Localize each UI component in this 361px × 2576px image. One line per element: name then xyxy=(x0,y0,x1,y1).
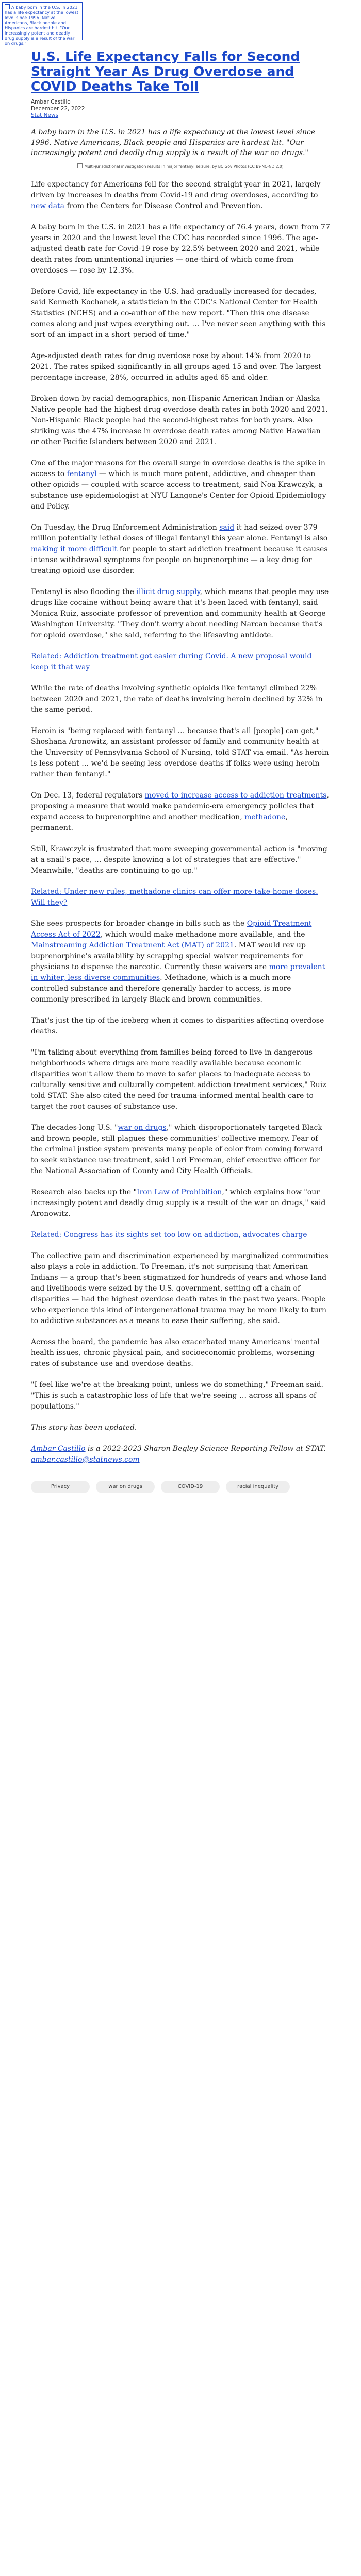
tag-covid-19[interactable]: COVID-19 xyxy=(161,1481,220,1493)
paragraph: While the rate of deaths involving synthetic opioids like fentanyl climbed 22% between 2020 and 2021, the rate of deaths involving heroin declined by 32% in the same period. xyxy=(31,684,323,714)
paragraph: Fentanyl is also flooding the illicit drug supply, which means that people may use drugs like cocaine without being aware that it's been laced with fentanyl, said Monica Ruiz, associate professor of prevention and community health at George Washington University. "They don't worry about needing Narcan because that's for opioid overdose," she said, referring to the lifesaving antidote. xyxy=(31,588,329,639)
illicit-drug-supply-link[interactable]: illicit drug supply xyxy=(136,588,200,596)
author-credit-link[interactable]: Ambar Castillo xyxy=(31,1445,86,1453)
paragraph: A baby born in the U.S. in 2021 has a life expectancy of 76.4 years, down from 77 years in 2020 and the lowest level the CDC has recorded since 1996. The age-adjusted death rate for Covid-19 rose by 22.5% between 2020 and 2021, while death rates from unintentional injuries — one-third of which come from overdoses — rose by 12.3%. xyxy=(31,223,330,275)
paragraph: Broken down by racial demographics, non-Hispanic American Indian or Alaska Native people had the highest drug overdose death rates in both 2020 and 2021. Non-Hispanic Black people had the second-highest rates for both years. Also striking was the 47% increase in overdose death rates among Native Hawaiian or other Pacific Islanders between 2020 and 2021. xyxy=(31,395,328,446)
source-link[interactable]: Stat News xyxy=(31,112,59,118)
publish-date: December 22, 2022 xyxy=(31,106,85,112)
paragraph: She sees prospects for broader change in bills such as the Opioid Treatment Access Act of 2022, which would make methadone more available, and the Mainstreaming Addiction Treatment Act (MAT) of 2021. MAT would rev up buprenorphine's availability by scrapping special waiver requirements for physicians to dispense the narcotic. Currently these waivers are more prevalent in whiter, less diverse communities. Methadone, which is a much more controlled substance and therefore generally harder to access, is more commonly prescribed in largely Black and brown communities. xyxy=(31,920,325,1004)
fentanyl-link[interactable]: fentanyl xyxy=(67,470,97,478)
paragraph: Research also backs up the "Iron Law of Prohibition," which explains how "our increasingly potent and deadly drug supply is a result of the war on drugs," said Aronowitz. xyxy=(31,1188,326,1218)
paragraph: On Dec. 13, federal regulators moved to increase access to addiction treatments, proposing a measure that would make pandemic-era emergency policies that expand access to buprenorphine and another medication, methadone, permanent. xyxy=(31,791,329,832)
author-name: Ambar Castillo xyxy=(31,99,71,105)
paragraph: Life expectancy for Americans fell for the second straight year in 2021, largely driven by increases in deaths from Covid-19 and drug overdoses, according to new data from the Centers for Disease Control and Prevention. xyxy=(31,180,321,210)
related-link-3[interactable]: Related: Congress has its sights set too low on addiction, advocates charge xyxy=(31,1231,307,1239)
related-link-2[interactable]: Related: Under new rules, methadone clinics can offer more take-home doses. Will they? xyxy=(31,888,318,907)
paragraph: Across the board, the pandemic has also exacerbated many Americans' mental health issues, chronic physical pain, and socioeconomic problems, worsening rates of substance use and overdose deaths. xyxy=(31,1338,320,1368)
access-treatment-link[interactable]: moved to increase access to addiction treatments xyxy=(144,791,327,800)
paragraph: Before Covid, life expectancy in the U.S. had gradually increased for decades, said Kenneth Kochanek, a statistician in the CDC's National Center for Health Statistics (NCHS) and a co-author of the new report. "Then this one disease comes along and just wipes everything out. … I've never seen anything with this sort of an impact in a short period of time." xyxy=(31,287,326,339)
more-difficult-link[interactable]: making it more difficult xyxy=(31,545,118,553)
byline xyxy=(31,99,330,119)
broken-image-icon xyxy=(5,4,10,9)
whiter-communities-link[interactable]: more prevalent in whiter, less diverse communities xyxy=(31,963,325,982)
article-deck: A baby born in the U.S. in 2021 has a life expectancy at the lowest level since 1996. Native Americans, Black people and Hispanics are hardest hit. "Our increasingly potent and deadly drug supply is a result of the war on drugs." xyxy=(31,128,316,157)
paragraph: Heroin is "being replaced with fentanyl … because that's all [people] can get," Shoshana Aronowitz, an assistant professor of family and community health at the University of Pennsylvania School of Nursing, told STAT via email. "As heroin is less potent … we'd be seeing less overdose deaths if folks were using heroin rather than fentanyl." xyxy=(31,727,329,778)
top-image-alt: A baby born in the U.S. in 2021 has a life expectancy at the lowest level since 1996. Native Americans, Black people and Hispanics are hardest hit. "Our increasingly potent and deadly drug supply is a result of the war on drugs." xyxy=(5,5,78,46)
tag-racial-inequality[interactable]: racial inequality xyxy=(226,1481,290,1493)
tag-privacy[interactable]: Privacy xyxy=(31,1481,90,1493)
otaa-link[interactable]: Opioid Treatment Access Act of 2022 xyxy=(31,920,312,939)
article xyxy=(31,49,330,1493)
paragraph: Age-adjusted death rates for drug overdose rose by about 14% from 2020 to 2021. The rates spiked significantly in all groups aged 15 and over. The largest percentage increase, 28%, occurred in adults aged 65 and older. xyxy=(31,352,321,382)
methadone-link[interactable]: methadone xyxy=(244,813,286,821)
figure-caption: Multi-jurisdictional investigation results in major fentanyl seizure. by BC Gov Photos (CC BY-NC-ND 2.0) xyxy=(84,164,284,169)
war-on-drugs-link[interactable]: war on drugs xyxy=(118,1124,167,1132)
tag-war-on-drugs[interactable]: war on drugs xyxy=(96,1481,155,1493)
paragraph: One of the major reasons for the overall surge in overdose deaths is the spike in access to fentanyl — which is much more potent, addictive, and cheaper than other opioids — coupled with scarce access to treatment, said Noa Krawczyk, a substance use epidemiologist at NYU Langone's Center for Opioid Epidemiology and Policy. xyxy=(31,459,326,511)
cdc-data-link[interactable]: new data xyxy=(31,202,65,210)
dea-said-link[interactable]: said xyxy=(219,523,235,532)
top-image-link[interactable] xyxy=(2,2,83,46)
author-email-link[interactable]: ambar.castillo@statnews.com xyxy=(31,1455,140,1464)
figure xyxy=(31,163,330,169)
paragraph: On Tuesday, the Drug Enforcement Administration said it had seized over 379 million potentially lethal doses of illegal fentanyl this year alone. Fentanyl is also making it more difficult for people to start addiction treatment because it causes intense withdrawal symptoms for people on buprenorphine — a key drug for treating opioid use disorder. xyxy=(31,523,328,575)
article-title[interactable]: U.S. Life Expectancy Falls for Second Straight Year As Drug Overdose and COVID Deaths Take Toll xyxy=(31,49,300,94)
paragraph: Still, Krawczyk is frustrated that more sweeping governmental action is "moving at a snail's pace, … despite knowing a lot of strategies that are effective." Meanwhile, "deaths are continuing to go up." xyxy=(31,845,327,875)
paragraph: The decades-long U.S. "war on drugs," which disproportionately targeted Black and brown people, still plagues these communities' collective memory. Fear of the criminal justice system prevents many people of color from coming forward to seek substance use treatment, said Lori Freeman, chief executive officer for the National Association of County and City Health Officials. xyxy=(31,1124,323,1175)
broken-image-icon xyxy=(77,163,83,168)
mat-act-link[interactable]: Mainstreaming Addiction Treatment Act (MAT) of 2021 xyxy=(31,941,234,950)
paragraph: "I feel like we're at the breaking point, unless we do something," Freeman said. "This is such a catastrophic loss of life that we're seeing … across all spans of populations." xyxy=(31,1381,323,1411)
paragraph: That's just the tip of the iceberg when it comes to disparities affecting overdose deaths. xyxy=(31,1016,324,1036)
tag-list xyxy=(31,1481,330,1493)
paragraph: The collective pain and discrimination experienced by marginalized communities also plays a role in addiction. To Freeman, it's not surprising that American Indians — a group that's been stigmatized for hundreds of years and whose land and livelihoods were seized by the U.S. government, setting off a chain of disparities — had the highest overdose death rates in the past two years. People who experience this kind of intergenerational trauma may be more likely to turn to addictive substances as a means to ease their suffering, she said. xyxy=(31,1252,329,1325)
related-link-1[interactable]: Related: Addiction treatment got easier during Covid. A new proposal would keep it that way xyxy=(31,652,312,671)
paragraph: "I'm talking about everything from families being forced to live in dangerous neighborhoods where drugs are more readily available because economic disparities won't allow them to move to safer places to inadequate access to culturally sensitive and culturally competent addiction treatment services," Ruiz told STAT. She also cited the need for trauma-informed mental health care to target the root causes of substance use. xyxy=(31,1048,326,1111)
author-credit: Ambar Castillo is a 2022-2023 Sharon Begley Science Reporting Fellow at STAT. ambar.castillo@statnews.com xyxy=(31,1445,326,1464)
update-note: This story has been updated. xyxy=(31,1423,137,1432)
iron-law-link[interactable]: Iron Law of Prohibition xyxy=(137,1188,222,1196)
